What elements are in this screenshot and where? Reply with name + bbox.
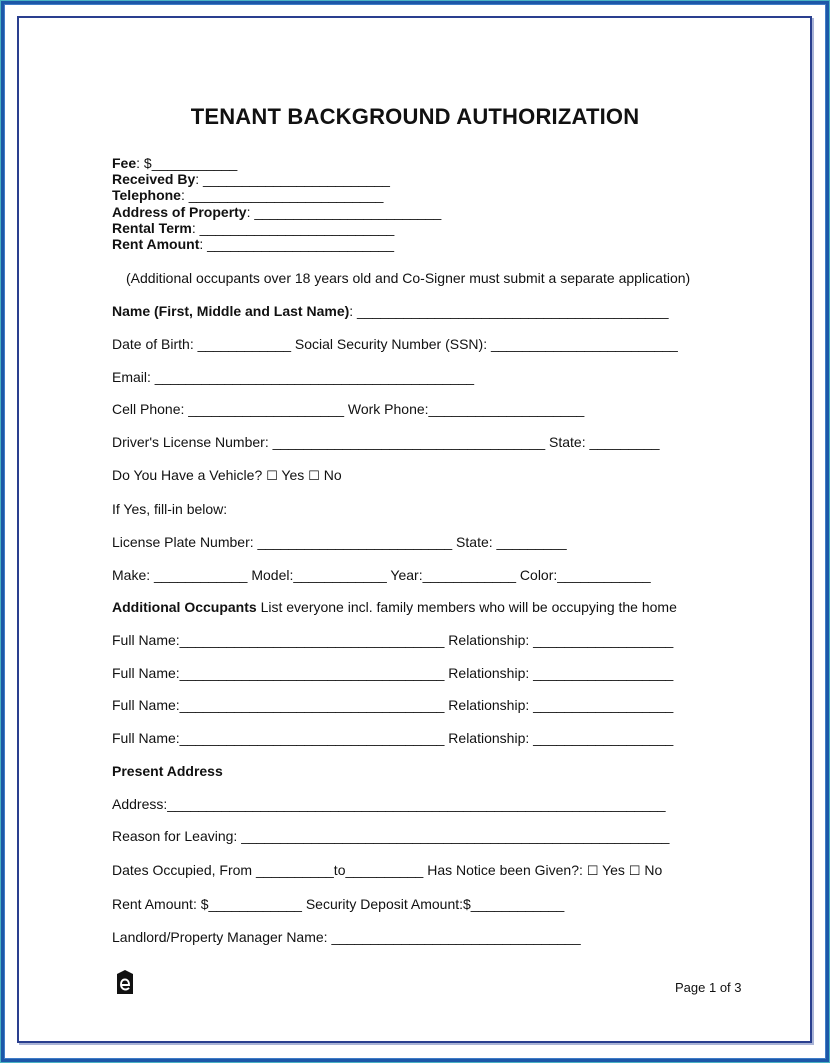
page-number: Page 1 of 3: [675, 980, 742, 995]
email-line[interactable]: Email: _________________________________________: [112, 369, 475, 385]
dates-occupied-text: Dates Occupied, From __________to__________ Has Notice been Given?:: [112, 862, 583, 878]
rental-term-label: Rental Term: [112, 220, 192, 236]
occupant-row[interactable]: Full Name:__________________________________ Relationship: __________________: [112, 697, 674, 713]
telephone-line[interactable]: [112, 187, 383, 203]
received-by-label: Received By: [112, 171, 196, 187]
applicant-name-blank: : ________________________________________: [349, 303, 669, 319]
vehicle-no-checkbox[interactable]: ☐: [308, 469, 320, 484]
occupant-row[interactable]: Full Name:__________________________________ Relationship: __________________: [112, 665, 674, 681]
dates-occupied-line[interactable]: [112, 862, 662, 880]
license-plate-line[interactable]: License Plate Number: _________________________ State: _________: [112, 534, 567, 550]
applicant-name-label: Name (First, Middle and Last Name): [112, 303, 350, 319]
vehicle-yes-checkbox[interactable]: ☐: [266, 469, 278, 484]
fee-line[interactable]: [112, 155, 237, 171]
page-title: TENANT BACKGROUND AUTHORIZATION: [190, 104, 640, 129]
vehicle-no-label: No: [323, 467, 342, 483]
fee-label: Fee: [112, 155, 137, 171]
notice-no-label: No: [644, 862, 663, 878]
received-by-line[interactable]: [112, 171, 390, 187]
applicant-name-line[interactable]: [112, 303, 669, 319]
notice-no-checkbox[interactable]: ☐: [628, 864, 641, 879]
dob-ssn-line[interactable]: Date of Birth: ____________ Social Security Number (SSN): ________________________: [112, 336, 678, 352]
drivers-license-line[interactable]: Driver's License Number: ___________________________________ State: _________: [112, 434, 660, 450]
vehicle-yes-label: Yes: [281, 467, 305, 483]
rental-term-blank: : _________________________: [191, 220, 395, 236]
occupants-note: (Additional occupants over 18 years old and Co-Signer must submit a separate application): [126, 270, 691, 286]
vehicle-question-label: Do You Have a Vehicle?: [112, 467, 263, 483]
rent-amount-label: Rent Amount: [112, 236, 200, 252]
rent-amount-line[interactable]: [112, 236, 394, 252]
occupant-row[interactable]: Full Name:__________________________________ Relationship: __________________: [112, 632, 674, 648]
occupants-description: List everyone incl. family members who will be occupying the home: [256, 599, 677, 615]
property-address-label: Address of Property: [112, 204, 247, 220]
rental-term-line[interactable]: [112, 220, 394, 236]
present-address-heading: Present Address: [112, 763, 223, 779]
phones-line[interactable]: Cell Phone: ____________________ Work Phone:____________________: [112, 401, 585, 417]
occupants-heading-label: Additional Occupants: [112, 599, 257, 615]
property-address-blank: : ________________________: [246, 204, 442, 220]
notice-yes-label: Yes: [602, 862, 625, 878]
landlord-name-line[interactable]: Landlord/Property Manager Name: ________________________________: [112, 929, 581, 945]
telephone-label: Telephone: [112, 187, 181, 203]
occupants-heading: [112, 599, 677, 615]
if-yes-instruction: If Yes, fill-in below:: [112, 501, 228, 517]
rent-deposit-line[interactable]: Rent Amount: $____________ Security Deposit Amount:$____________: [112, 896, 565, 912]
present-address-line[interactable]: Address:________________________________________________________________: [112, 796, 666, 812]
vehicle-question: [112, 467, 342, 485]
fee-blank: : $___________: [136, 155, 238, 171]
notice-yes-checkbox[interactable]: ☐: [586, 864, 599, 879]
reason-leaving-line[interactable]: Reason for Leaving: _______________________________________________________: [112, 828, 670, 844]
eforms-logo-icon: [117, 970, 133, 994]
rent-amount-blank: : ________________________: [199, 236, 395, 252]
received-by-blank: : ________________________: [195, 171, 390, 187]
vehicle-details-line[interactable]: Make: ____________ Model:____________ Year:____________ Color:____________: [112, 567, 651, 583]
telephone-blank: : _________________________: [180, 187, 384, 203]
occupant-row[interactable]: Full Name:__________________________________ Relationship: __________________: [112, 730, 674, 746]
property-address-line[interactable]: [112, 204, 441, 220]
